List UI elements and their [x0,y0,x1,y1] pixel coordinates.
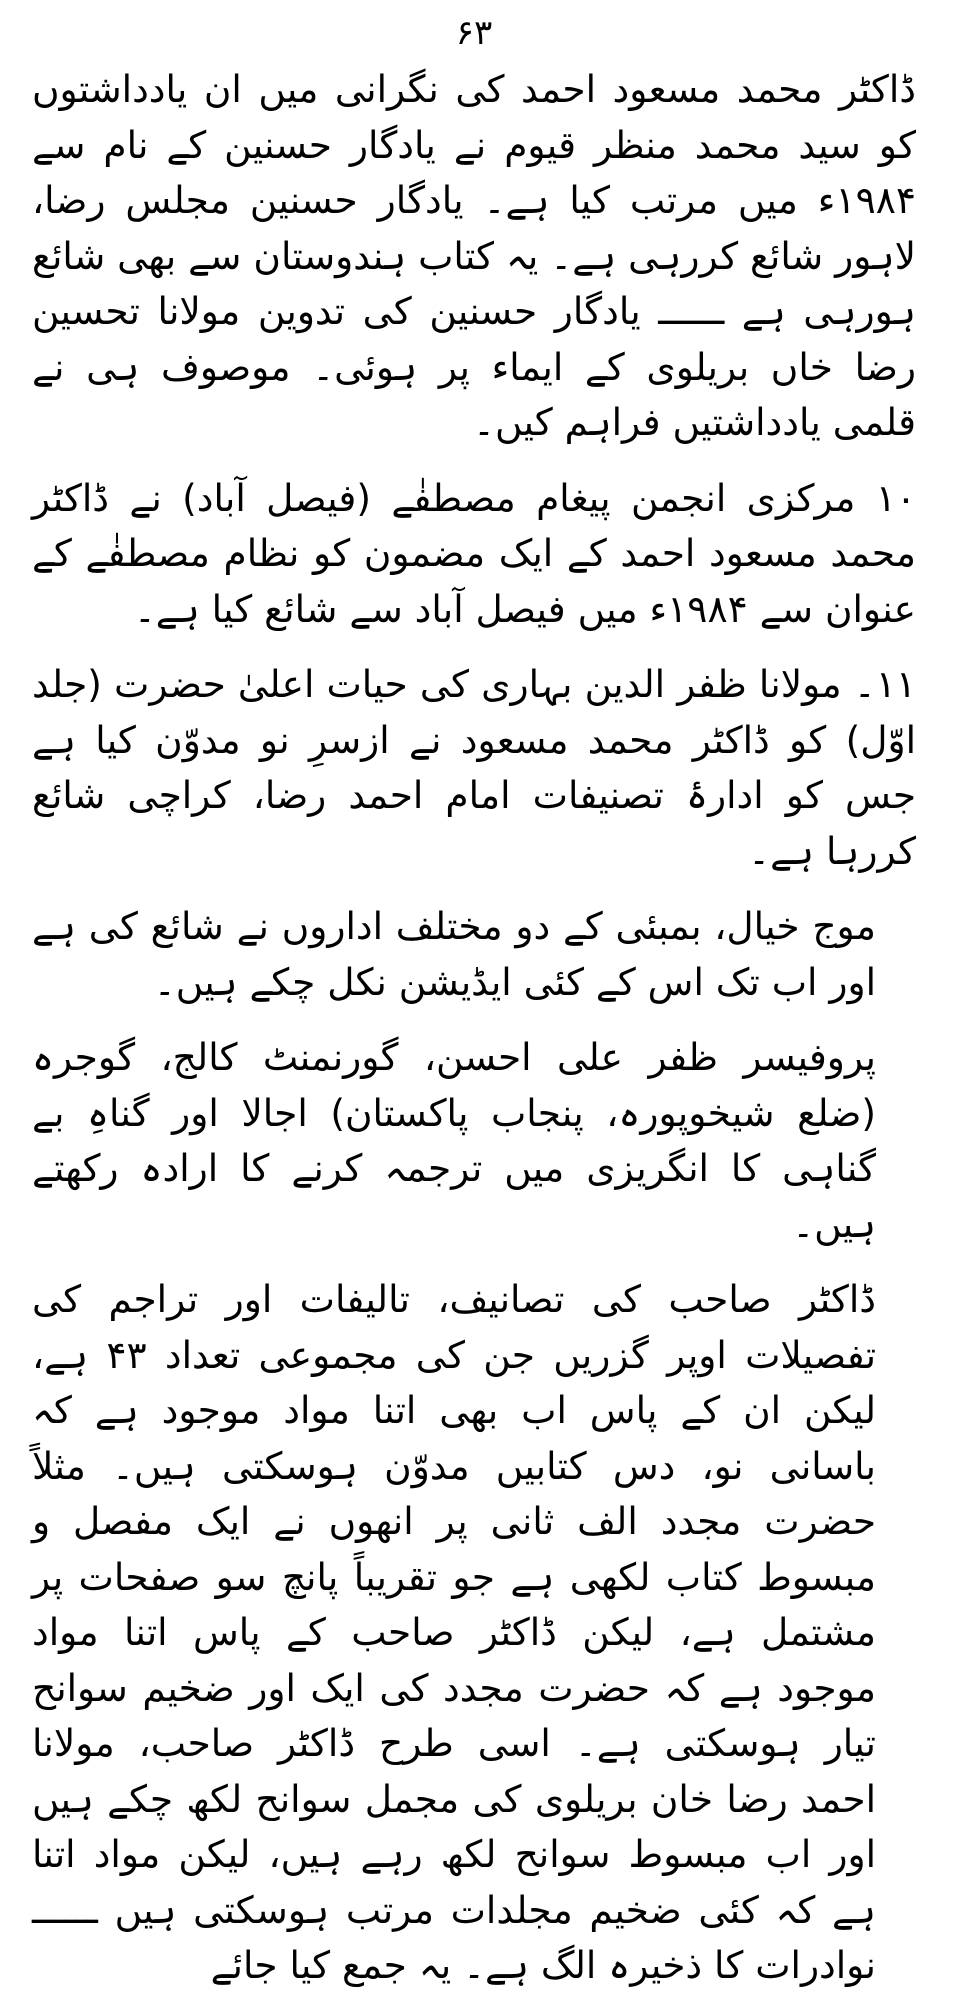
list-item-11: ۱۱۔ مولانا ظفر الدین بہاری کی حیات اعلیٰ حضرت (جلد اوّل) کو ڈاکٹر محمد مسعود نے ازسرِ نو مدوّن کیا ہے جس کو ادارۂ تصنیفات امام احمد رضا، کراچی شائع کررہا ہے۔ [32,662,916,873]
page-number: ۶۳ [455,13,493,53]
paragraph-memoirs: ڈاکٹر محمد مسعود احمد کی نگرانی میں ان یادداشتوں کو سید محمد منظر قیوم نے یادگار حسنین کے نام سے ۱۹۸۴ء میں مرتب کیا ہے۔ یادگار حسنین مجلس رضا، لاہور شائع کررہی ہے۔ یہ کتاب ہندوستان سے بھی شائع ہورہی ہے ــــــ یادگار حسنین کی تدوین مولانا تحسین رضا خاں بریلوی کے ایماء پر ہوئی۔ موصوف ہی نے قلمی یادداشتیں فراہم کیں۔ [32,67,916,444]
footnote-translation: پروفیسر ظفر علی احسن، گورنمنٹ کالج، گوجرہ (ضلع شیخوپورہ، پنجاب پاکستان) اجالا اور گناہِ بے گناہی کا انگریزی میں ترجمہ کرنے کا ارادہ رکھتے ہیں۔ [32,1035,876,1246]
list-item-10: ۱۰ مرکزی انجمن پیغام مصطفٰے (فیصل آباد) نے ڈاکٹر محمد مسعود احمد کے ایک مضمون کو نظام مصطفٰے کے عنوان سے ۱۹۸۴ء میں فیصل آباد سے شائع کیا ہے۔ [32,475,916,631]
paragraph-works-summary: ڈاکٹر صاحب کی تصانیف، تالیفات اور تراجم کی تفصیلات اوپر گزریں جن کی مجموعی تعداد ۴۳ ہے، لیکن ان کے پاس اب بھی اتنا مواد موجود ہے کہ باسانی نو، دس کتابیں مدوّن ہوسکتی ہیں۔ مثلاً حضرت مجدد الف ثانی پر انھوں نے ایک مفصل و مبسوط کتاب لکھی ہے جو تقریباً پانچ سو صفحات پر مشتمل ہے، لیکن ڈاکٹر صاحب کے پاس اتنا مواد موجود ہے کہ حضرت مجدد کی ایک اور ضخیم سوانح تیار ہوسکتی ہے۔ اسی طرح ڈاکٹر صاحب، مولانا احمد رضا خان بریلوی کی مجمل سوانح لکھ چکے ہیں اور اب مبسوط سوانح لکھ رہے ہیں، لیکن مواد اتنا ہے کہ کئی ضخیم مجلدات مرتب ہوسکتی ہیں ــــــ نوادرات کا ذخیرہ الگ ہے۔ یہ جمع کیا جائے [32,1277,877,1987]
footnote-mauj-e-khayal: موج خیال، بمبئی کے دو مختلف اداروں نے شائع کی ہے اور اب تک اس کے کئی ایڈیشن نکل چکے ہیں۔ [32,904,876,1004]
